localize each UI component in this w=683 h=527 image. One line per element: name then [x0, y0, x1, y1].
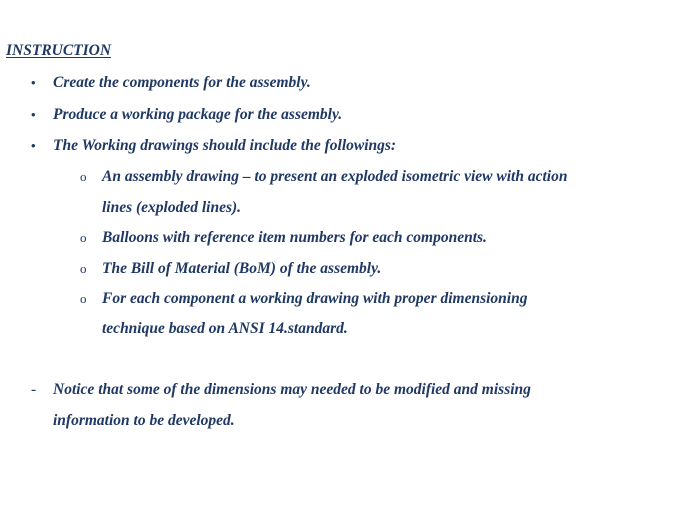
sub-bullet-marker: o — [80, 291, 87, 306]
sub-item-assembly-drawing: An assembly drawing – to present an exploded isometric view with action — [102, 168, 568, 185]
bullet-item-working-drawings: The Working drawings should include the followings: — [53, 137, 397, 154]
bullet-item-create-components: Create the components for the assembly. — [53, 74, 311, 91]
notice-text-cont: information to be developed. — [53, 412, 235, 429]
bullet-marker: • — [31, 75, 36, 90]
sub-bullet-marker: o — [80, 261, 87, 276]
bullet-marker: • — [31, 107, 36, 122]
bullet-item-working-package: Produce a working package for the assembly. — [53, 106, 343, 123]
instruction-heading: INSTRUCTION — [6, 42, 112, 59]
sub-item-balloons: Balloons with reference item numbers for each components. — [102, 229, 487, 246]
sub-bullet-marker: o — [80, 169, 87, 184]
sub-item-component-drawing: For each component a working drawing with proper dimensioning — [102, 290, 528, 307]
notice-text: Notice that some of the dimensions may needed to be modified and missing — [53, 381, 531, 398]
sub-item-assembly-drawing-cont: lines (exploded lines). — [102, 199, 242, 216]
sub-bullet-marker: o — [80, 230, 87, 245]
sub-item-bill-of-material: The Bill of Material (BoM) of the assembly. — [102, 260, 382, 277]
bullet-marker: • — [31, 138, 36, 153]
dash-marker: - — [31, 381, 37, 398]
sub-item-component-drawing-cont: technique based on ANSI 14.standard. — [102, 320, 348, 337]
